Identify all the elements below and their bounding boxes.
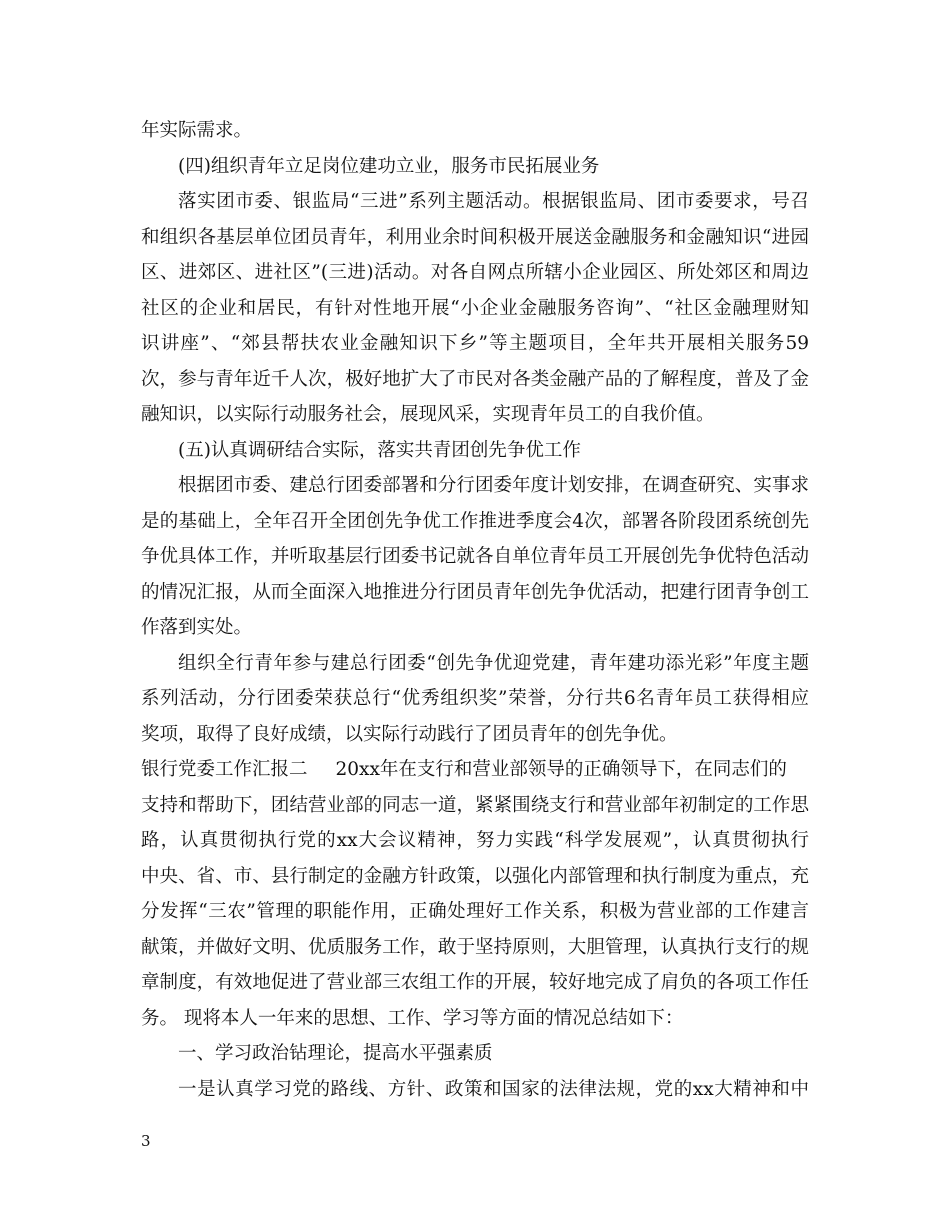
text-line-18: 奖项，取得了良好成绩，以实际行动践行了团员青年的创先争优。 xyxy=(141,723,678,745)
report-title-line xyxy=(141,752,809,788)
text-line-8: 次，参与青年近千人次，极好地扩大了市民对各类金融产品的了解程度，普及了金 xyxy=(141,368,809,390)
text-line-28: 一是认真学习党的路线、方针、政策和国家的法律法规，党的xx大精神和中 xyxy=(178,1078,809,1100)
text-line-6: 社区的企业和居民，有针对性地开展“小企业金融服务咨询”、“社区金融理财知 xyxy=(141,297,809,319)
text-line-11: 根据团市委、建总行团委部署和分行团委年度计划安排，在调查研究、实事求 xyxy=(178,475,809,496)
section-heading-1: 一、学习政治钻理论，提高水平强素质 xyxy=(178,1043,493,1064)
text-line-22: 中央、省、市、县行制定的金融方针政策，以强化内部管理和执行制度为重点，充 xyxy=(141,865,809,887)
text-line-15: 作落到实处。 xyxy=(141,617,253,638)
text-line-13: 争优具体工作，并听取基层行团委书记就各自单位青年员工开展创先争优特色活动 xyxy=(141,546,809,567)
text-line-12: 是的基础上，全年召开全团创先争优工作推进季度会4次，部署各阶段团系统创先 xyxy=(141,510,809,532)
text-line-26: 务。 现将本人一年来的思想、工作、学习等方面的情况总结如下： xyxy=(141,1007,684,1029)
text-line-3: 落实团市委、银监局“三进”系列主题活动。根据银监局、团市委要求，号召 xyxy=(178,191,809,212)
section-heading-5: (五)认真调研结合实际，落实共青团创先争优工作 xyxy=(178,439,581,461)
text-line-7: 识讲座”、“郊县帮扶农业金融知识下乡”等主题项目，全年共开展相关服务59 xyxy=(141,333,809,354)
text-line-14: 的情况汇报，从而全面深入地推进分行团员青年创先争优活动，把建行团青争创工 xyxy=(141,581,809,603)
report-intro-text: 20xx年在支行和营业部领导的正确领导下，在同志们的 xyxy=(335,759,787,780)
text-line-24: 献策，并做好文明、优质服务工作，敢于坚持原则，大胆管理，认真执行支行的规 xyxy=(141,936,809,958)
text-line-17: 系列活动，分行团委荣获总行“优秀组织奖”荣誉，分行共6名青年员工获得相应 xyxy=(141,688,809,709)
text-line-1: 年实际需求。 xyxy=(141,120,253,141)
text-line-25: 章制度，有效地促进了营业部三农组工作的开展，较好地完成了肩负的各项工作任 xyxy=(141,972,809,993)
text-line-4: 和组织各基层单位团员青年，利用业余时间积极开展送金融服务和金融知识“进园 xyxy=(141,226,809,248)
report-title: 银行党委工作汇报二 xyxy=(141,759,308,780)
document-body xyxy=(141,113,809,1107)
text-line-5: 区、进郊区、进社区”(三进)活动。对各自网点所辖小企业园区、所处郊区和周边 xyxy=(141,262,809,283)
text-line-23: 分发挥“三农”管理的职能作用，正确处理好工作关系，积极为营业部的工作建言 xyxy=(141,901,809,922)
text-line-21: 路，认真贯彻执行党的xx大会议精神，努力实践“科学发展观”，认真贯彻执行 xyxy=(141,830,809,851)
text-line-20: 支持和帮助下，团结营业部的同志一道，紧紧围绕支行和营业部年初制定的工作思 xyxy=(141,794,809,816)
text-line-9: 融知识，以实际行动服务社会，展现风采，实现青年员工的自我价值。 xyxy=(141,404,715,425)
text-line-16: 组织全行青年参与建总行团委“创先争优迎党建，青年建功添光彩”年度主题 xyxy=(178,652,809,674)
page-number: 3 xyxy=(141,1132,151,1150)
section-heading-4: (四)组织青年立足岗位建功立业，服务市民拓展业务 xyxy=(178,155,600,177)
